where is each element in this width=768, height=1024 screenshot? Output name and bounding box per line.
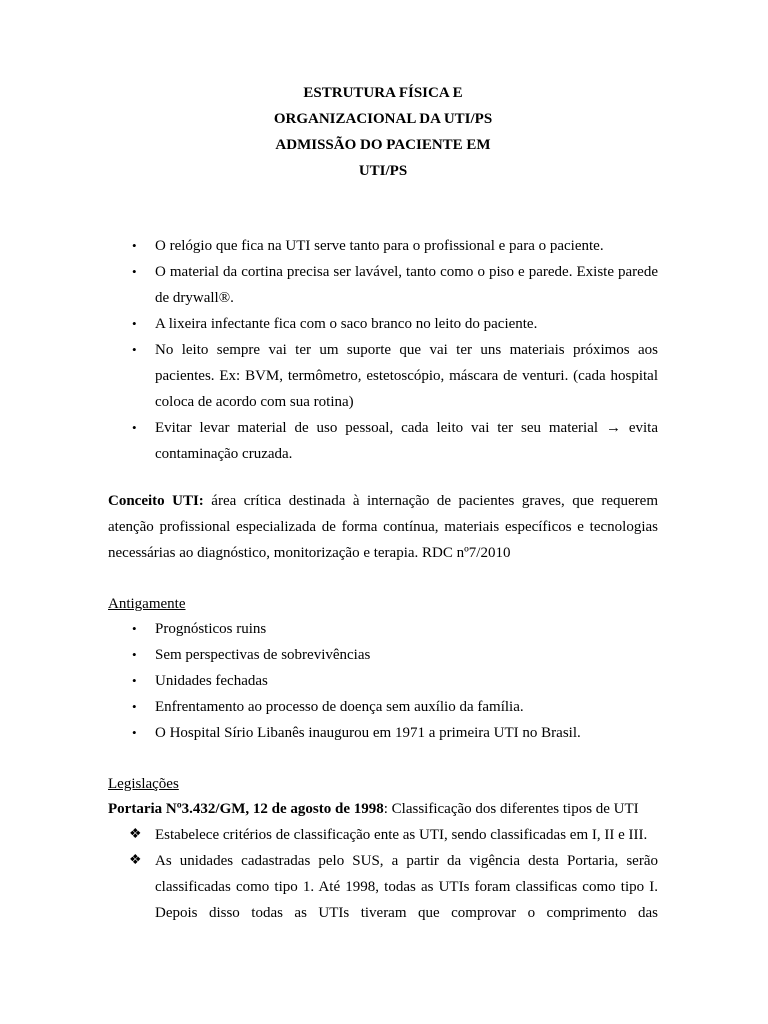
list-item xyxy=(108,337,658,415)
bullet-icon: • xyxy=(132,238,137,253)
diamond-bullet-icon: ❖ xyxy=(129,827,142,842)
bullet-icon: • xyxy=(132,316,137,331)
diamond-bullet-icon: ❖ xyxy=(129,853,142,868)
title-line-2: ORGANIZACIONAL DA UTI/PS xyxy=(273,111,493,127)
document-title xyxy=(108,80,658,184)
list-item xyxy=(108,822,658,848)
list-item-text: O Hospital Sírio Libanês inaugurou em 1971 a primeira UTI no Brasil. xyxy=(155,725,581,741)
title-line-3: ADMISSÃO DO PACIENTE EM xyxy=(275,137,491,153)
title-line-4: UTI/PS xyxy=(358,163,408,179)
list-item-text: O material da cortina precisa ser lavável, tanto como o piso e parede. Existe parede de drywall®. xyxy=(155,264,658,306)
portaria-line xyxy=(108,796,658,822)
list-item-text: A lixeira infectante fica com o saco branco no leito do paciente. xyxy=(155,316,538,332)
bullet-icon: • xyxy=(132,673,137,688)
list-item xyxy=(108,259,658,311)
list-item xyxy=(108,720,658,746)
portaria-label: Portaria Nº3.432/GM, 12 de agosto de 1998 xyxy=(108,801,384,817)
list-item-text: Enfrentamento ao processo de doença sem auxílio da família. xyxy=(155,699,524,715)
list-item-text: O relógio que fica na UTI serve tanto para o profissional e para o paciente. xyxy=(155,238,604,254)
legislacoes-heading: Legislações xyxy=(108,776,179,792)
list-item xyxy=(108,233,658,259)
bullet-icon: • xyxy=(132,621,137,636)
list-item xyxy=(108,668,658,694)
list-item-text: Prognósticos ruins xyxy=(155,621,267,637)
bullet-icon: • xyxy=(132,264,137,279)
antigamente-heading: Antigamente xyxy=(108,596,186,612)
concept-text: área crítica destinada à internação de pacientes graves, que requerem atenção profissional especializada de forma contínua, materiais específicos e tecnologias necessárias ao diagnóstico, monitorização e terapia. RDC nº7/2010 xyxy=(108,493,658,561)
bullet-icon: • xyxy=(132,342,137,357)
list-item-text: Sem perspectivas de sobrevivências xyxy=(155,647,371,663)
list-item-text: No leito sempre vai ter um suporte que vai ter uns materiais próximos aos pacientes. Ex: BVM, termômetro, estetoscópio, máscara de venturi. (cada hospital coloca de acordo com sua rotina) xyxy=(155,342,658,410)
portaria-text: : Classificação dos diferentes tipos de UTI xyxy=(383,801,639,817)
list-item-text: evita contaminação cruzada. xyxy=(155,420,658,462)
list-item xyxy=(108,616,658,642)
list-item-text: As unidades cadastradas pelo SUS, a partir da vigência desta Portaria, serão classificadas como tipo 1. Até 1998, todas as UTIs foram classificas como tipo I. Depois disso todas as UTIs tiveram que comprovar o comprimento das xyxy=(155,853,658,921)
list-item-text: Evitar levar material de uso pessoal, cada leito vai ter seu material xyxy=(155,420,599,436)
list-item-text: Estabelece critérios de classificação ente as UTI, sendo classificadas em I, II e III. xyxy=(155,827,648,843)
title-line-1: ESTRUTURA FÍSICA E xyxy=(303,85,463,101)
legislacoes-bullet-list xyxy=(108,822,658,926)
list-item xyxy=(108,642,658,668)
bullet-icon: • xyxy=(132,699,137,714)
concept-label: Conceito UTI: xyxy=(108,493,204,509)
arrow-right-icon: → xyxy=(605,420,621,436)
intro-bullet-list xyxy=(108,233,658,467)
list-item xyxy=(108,311,658,337)
list-item xyxy=(108,415,658,467)
bullet-icon: • xyxy=(132,725,137,740)
bullet-icon: • xyxy=(132,647,137,662)
list-item-text: Unidades fechadas xyxy=(155,673,268,689)
list-item xyxy=(108,848,658,926)
concept-paragraph xyxy=(108,488,658,566)
antigamente-bullet-list xyxy=(108,616,658,746)
bullet-icon: • xyxy=(132,420,137,435)
list-item xyxy=(108,694,658,720)
